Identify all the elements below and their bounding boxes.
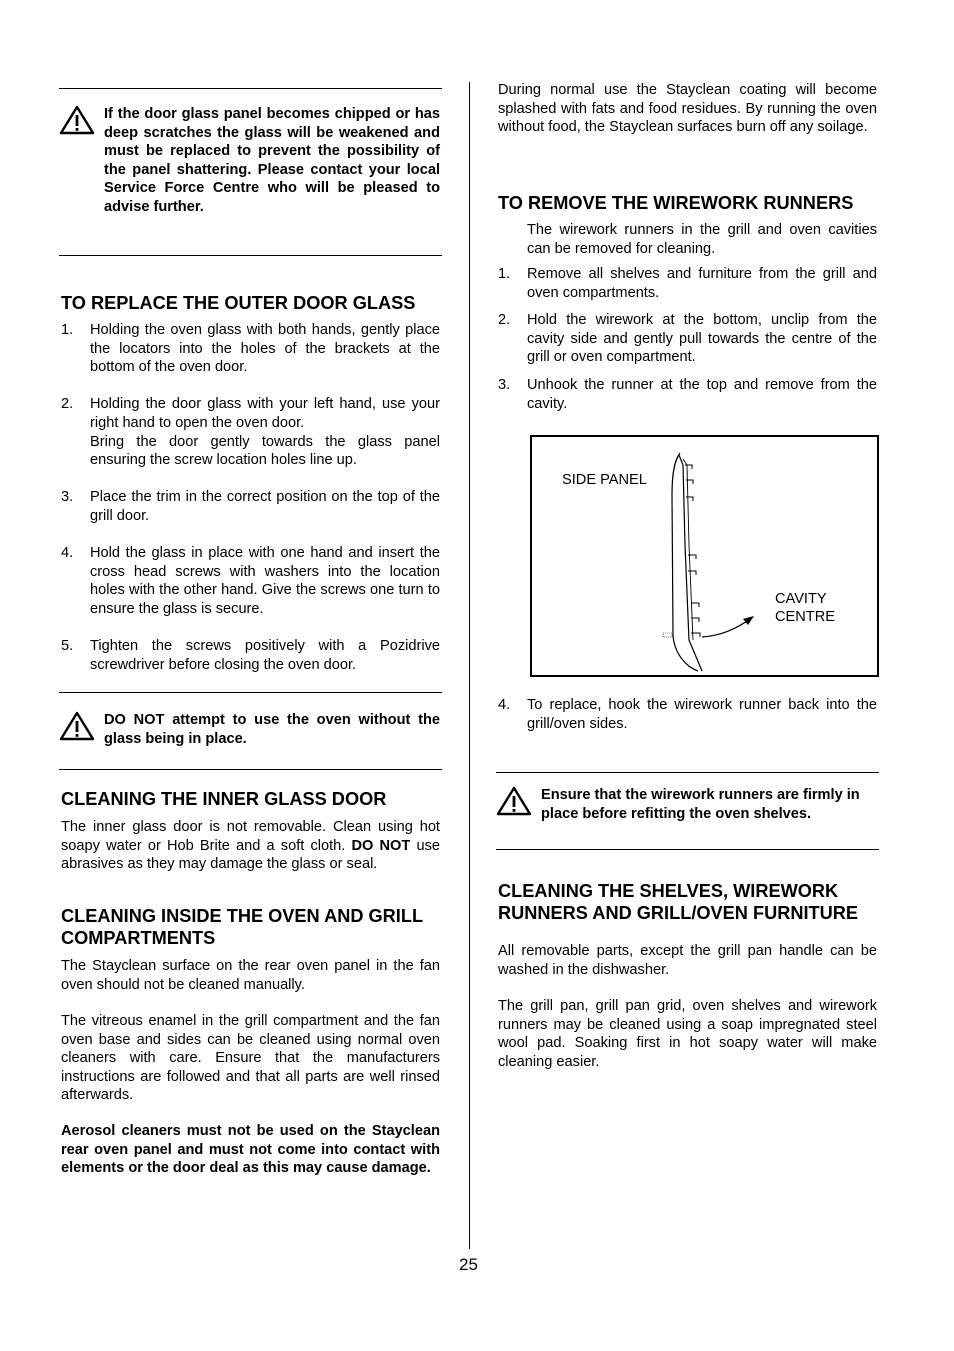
page-number: 25 [459, 1255, 478, 1274]
warning-icon [59, 711, 95, 741]
warning-text: Ensure that the wirework runners are firmly in place before refitting the oven shelves. [541, 787, 860, 822]
side-panel-label: SIDE PANEL [562, 472, 647, 488]
warning-box [496, 786, 877, 823]
warning-icon [59, 105, 95, 135]
list-item: 3. Unhook the runner at the top and remove from the cavity. [498, 376, 877, 412]
divider [496, 772, 879, 773]
warning-box [59, 105, 440, 217]
section-heading: CLEANING INSIDE THE OVEN AND GRILL COMPARTMENTS [61, 906, 423, 948]
divider [59, 88, 442, 89]
wirework-runner-diagram [530, 435, 879, 677]
section-heading: TO REMOVE THE WIREWORK RUNNERS [498, 193, 854, 213]
paragraph: The inner glass door is not removable. Clean using hot soapy water or Hob Brite and a soft cloth. DO NOT use abrasives as they may damage the glass or seal. [61, 819, 440, 873]
section-heading: CLEANING THE SHELVES, WIREWORK RUNNERS AND GRILL/OVEN FURNITURE [498, 881, 859, 923]
list-item: 2. Hold the wirework at the bottom, unclip from the cavity side and gently pull towards the centre of the grill or oven compartment. [498, 312, 877, 366]
list-item: 2. Holding the door glass with your left hand, use your right hand to open the oven door. Bring the door gently towards the glass panel ensuring the screw location holes line up. [61, 396, 440, 469]
warning-text: DO NOT attempt to use the oven without the glass being in place. [104, 712, 440, 747]
paragraph: The vitreous enamel in the grill compartment and the fan oven base and sides can be cleaned using normal oven cleaners with care. Ensure that the manufacturers instructions are followed and that all parts are well rinsed afterwards. [61, 1013, 440, 1104]
divider [496, 849, 879, 850]
warning-text: If the door glass panel becomes chipped or has deep scratches the glass will be weakened and must be replaced to prevent the possibility of the panel shattering. Please contact your local Service Force Centre who will be pleased to advise further. [104, 106, 440, 215]
runners-step4-list [498, 696, 877, 733]
divider [59, 255, 442, 256]
warning-box [59, 711, 440, 748]
list-item: 1. Remove all shelves and furniture from the grill and oven compartments. [498, 266, 877, 301]
list-item: 1. Holding the oven glass with both hands, gently place the locators into the holes of the brackets at the bottom of the oven door. [61, 322, 440, 376]
cavity-label: CAVITY [775, 591, 827, 607]
section-heading: TO REPLACE THE OUTER DOOR GLASS [61, 293, 416, 313]
paragraph: The Stayclean surface on the rear oven panel in the fan oven should not be cleaned manually. [61, 958, 440, 993]
list-item: 5. Tighten the screws positively with a Pozidrive screwdriver before closing the oven door. [61, 638, 440, 673]
list-item: 4. To replace, hook the wirework runner back into the grill/oven sides. [498, 697, 877, 732]
list-item: 4. Hold the glass in place with one hand and insert the cross head screws with washers into the location holes with the other hand. Give the screws one turn to ensure the glass is secure. [61, 545, 440, 617]
paragraph: The grill pan, grill pan grid, oven shelves and wirework runners may be cleaned using a soap impregnated steel wool pad. Soaking first in hot soapy water will make cleaning easier. [498, 998, 877, 1070]
runner-illustration [530, 435, 879, 677]
column-divider [469, 82, 470, 1249]
warning-icon [496, 786, 532, 816]
replace-steps-list [61, 321, 440, 674]
paragraph: Aerosol cleaners must not be used on the Stayclean rear oven panel and must not come into contact with elements or the door deal as this may cause damage. [61, 1123, 440, 1177]
paragraph: The wirework runners in the grill and oven cavities can be removed for cleaning. [527, 222, 877, 257]
paragraph: All removable parts, except the grill pan handle can be washed in the dishwasher. [498, 943, 877, 978]
list-item: 3. Place the trim in the correct position on the top of the grill door. [61, 489, 440, 524]
divider [59, 769, 442, 770]
paragraph: During normal use the Stayclean coating will become splashed with fats and food residues. By running the oven without food, the Stayclean surfaces burn off any soilage. [498, 82, 877, 136]
centre-label: CENTRE [775, 609, 835, 625]
divider [59, 692, 442, 693]
section-heading: CLEANING THE INNER GLASS DOOR [61, 789, 387, 809]
runners-steps-list [498, 265, 877, 413]
